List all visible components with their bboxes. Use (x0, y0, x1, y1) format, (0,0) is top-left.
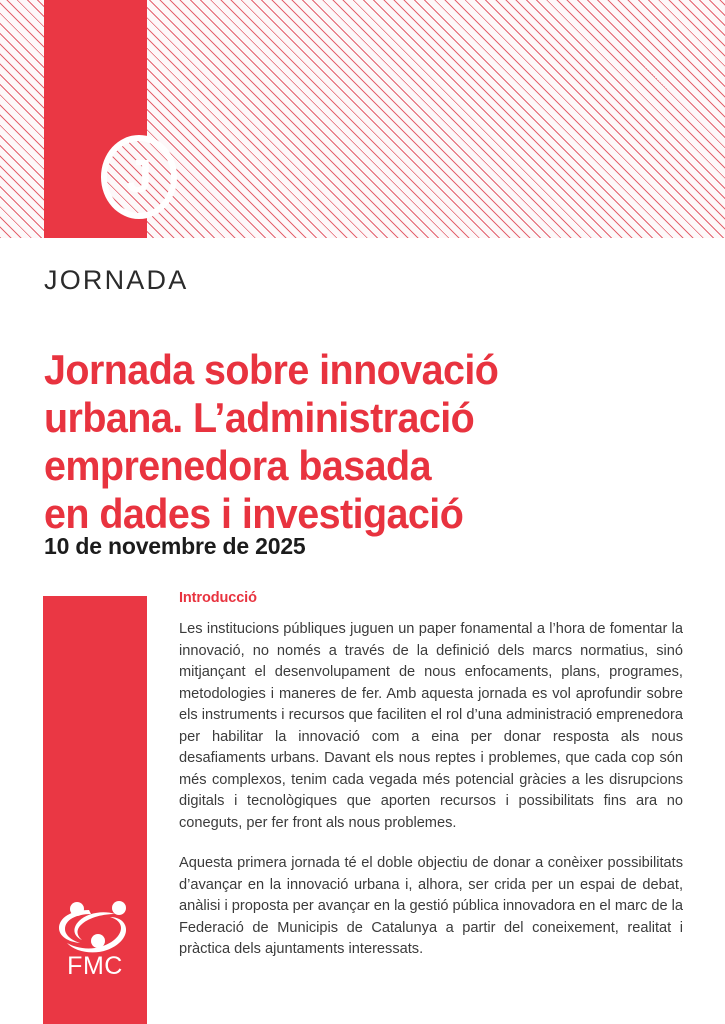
fmc-logo (55, 896, 135, 988)
event-date: 10 de novembre de 2025 (44, 533, 306, 559)
fmc-wordmark: FMC (67, 952, 123, 980)
intro-paragraph-1: Les institucions públiques juguen un paper fonamental a l’hora de fomentar la innovació, no només a través de la definició dels marcs normatius, sinó mitjançant el desenvolupament de nous enfocaments, plans, programes, metodologies i maneres de fer. Amb aquesta jornada es vol aprofundir sobre els instruments i recursos que faciliten el rol d’una administració emprenedora per habilitar la innovació com a eina per donar resposta als nous desafiaments urbans. Davant els nous reptes i problemes, que cada cop són més complexos, tenim cada vegada més potencial gràcies a les disrupcions digitals i tecnològiques que aporten recursos i possibilitats fins ara no coneguts, per fer front als nous problemes. (179, 621, 683, 831)
header-red-bar (44, 0, 152, 238)
title-line-4: en dades i investigació (44, 490, 464, 538)
badge-letter: J (126, 149, 152, 202)
section-heading: Introducció (179, 590, 257, 606)
title-line-3: emprenedora basada (44, 442, 432, 490)
kicker-label: JORNADA (44, 265, 189, 295)
striped-header-band (0, 0, 725, 238)
fmc-emblem-icon (55, 896, 135, 956)
jornada-badge (101, 135, 177, 219)
intro-paragraph-2: Aquesta primera jornada té el doble objectiu de donar a conèixer possibilitats d’avançar en la innovació urbana i, alhora, ser crida per un espai de debat, anàlisi i proposta per avançar en la gestió pública innovadora en el marc de la Federació de Municipis de Catalunya a partir del coneixement, realitat i pràctica dels ajuntaments interessats. (179, 855, 683, 957)
title-line-1: Jornada sobre innovació (44, 346, 499, 394)
side-red-column (43, 596, 147, 1024)
page-title (44, 346, 664, 538)
introduction-section (179, 590, 683, 961)
title-line-2: urbana. L’administració (44, 394, 475, 442)
